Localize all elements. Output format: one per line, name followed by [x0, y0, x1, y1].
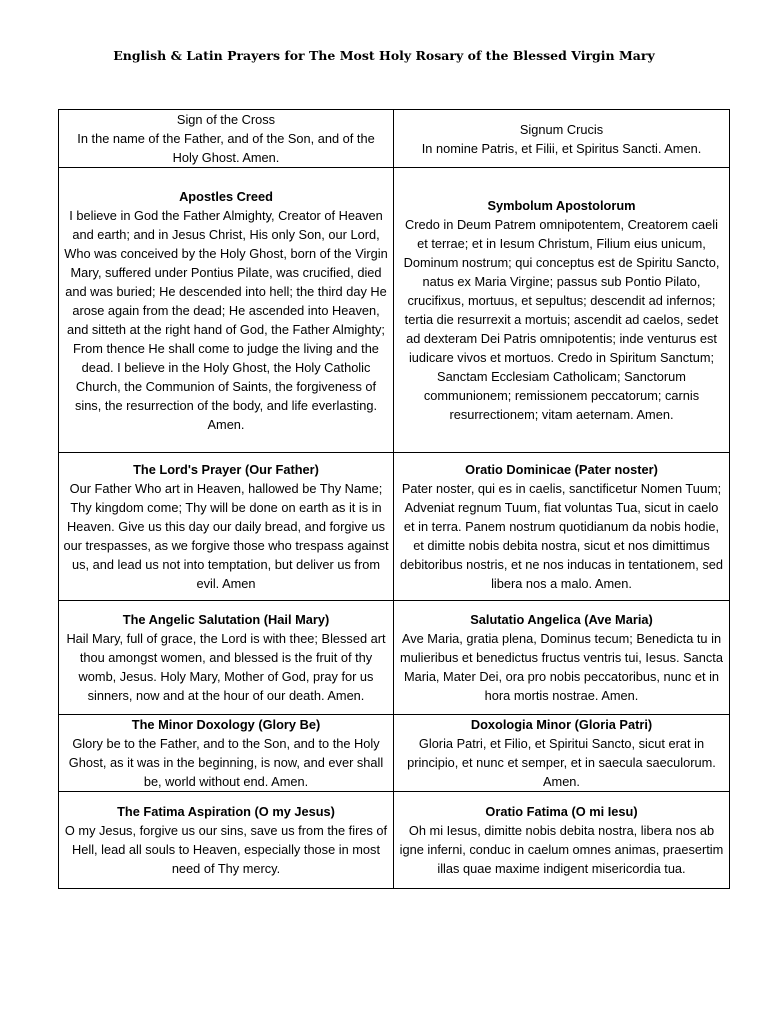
prayer-heading: Doxologia Minor (Gloria Patri): [470, 717, 653, 732]
table-row: [59, 601, 730, 715]
prayer-text: Glory be to the Father, and to the Son, and to the Holy Ghost, as it was in the beginning, is now, and ever shall be, world without end. Amen.: [68, 736, 384, 789]
prayer-text: Credo in Deum Patrem omnipotentem, Creatorem caeli et terrae; et in Iesum Christum, Filium eius unicum, Dominum nostrum; qui conceptus est de Spiritu Sancto, natus ex Maria Virgine; passus sub Pontio Pilato, crucifixus, mortuus, et sepultus; descendit ad infernos; tertia die resurrexit a mortuis; ascendit ad caelos, sedet ad dexteram Dei Patris omnipotentis; inde venturus est iudicare vivos et mortuos. Credo in Spiritum Sanctum; Sanctam Ecclesiam Catholicam; Sanctorum communionem; remissionem peccatorum; carnis resurrectionem; vitam aeternam. Amen.: [403, 217, 720, 422]
latin-cell: [394, 110, 730, 168]
english-cell: [59, 715, 394, 792]
table-row: [59, 715, 730, 792]
english-cell: [59, 601, 394, 715]
prayer-heading: The Angelic Salutation (Hail Mary): [122, 612, 330, 627]
prayer-heading: Apostles Creed: [179, 188, 273, 204]
table-row: [59, 453, 730, 601]
prayer-text: Our Father Who art in Heaven, hallowed be Thy Name; Thy kingdom come; Thy will be done on earth as it is in Heaven. Give us this day our daily bread, and forgive us our trespasses, as we forgive those who trespass against us, and lead us not into temptation, but deliver us from evil. Amen: [63, 481, 389, 591]
english-cell: [59, 792, 394, 889]
prayer-text: Oh mi Iesus, dimitte nobis debita nostra, libera nos ab igne inferni, conduc in caelum omnes animas, praesertim illas quae maxime indigent misericordia tua.: [399, 823, 724, 876]
prayer-text: Hail Mary, full of grace, the Lord is with thee; Blessed art thou amongst women, and blessed is the fruit of thy womb, Jesus. Holy Mary, Mother of God, pray for us sinners, now and at the hour of our death. Amen.: [66, 631, 386, 703]
latin-cell: [394, 715, 730, 792]
prayer-heading: The Minor Doxology (Glory Be): [131, 717, 321, 732]
latin-cell: [394, 601, 730, 715]
prayer-text: Ave Maria, gratia plena, Dominus tecum; Benedicta tu in mulieribus et benedictus fructus ventris tui, Iesus. Sancta Maria, Mater Dei, ora pro nobis peccatoribus, nunc et in hora mortis nostrae. Amen.: [400, 631, 723, 703]
prayer-heading: Oratio Dominicae (Pater noster): [465, 462, 658, 477]
prayers-table: [58, 109, 730, 889]
prayer-text: I believe in God the Father Almighty, Creator of Heaven and earth; and in Jesus Christ, His only Son, our Lord, Who was conceived by the Holy Ghost, born of the Virgin Mary, suffered under Pontius Pilate, was crucified, died and was buried; He descended into hell; the third day He arose again from the dead; He ascended into Heaven, and sitteth at the right hand of God, the Father Almighty; From thence He shall come to judge the living and the dead. I believe in the Holy Ghost, the Holy Catholic Church, the Communion of Saints, the forgiveness of sins, the resurrection of the body, and life everlasting. Amen.: [64, 207, 388, 432]
prayer-text: In nomine Patris, et Filii, et Spiritus Sancti. Amen.: [421, 140, 702, 156]
prayer-heading: The Lord's Prayer (Our Father): [133, 462, 319, 477]
prayer-heading: Salutatio Angelica (Ave Maria): [470, 612, 653, 627]
prayer-heading: The Fatima Aspiration (O my Jesus): [117, 804, 335, 819]
prayer-text: Gloria Patri, et Filio, et Spiritui Sancto, sicut erat in principio, et nunc et semper, et in saecula saeculorum. Amen.: [407, 736, 716, 789]
english-cell: [59, 168, 394, 453]
english-cell: [59, 453, 394, 601]
table-row: [59, 168, 730, 453]
latin-cell: [394, 792, 730, 889]
english-cell: [59, 110, 394, 168]
prayer-heading: Sign of the Cross: [176, 112, 276, 127]
prayer-heading: Signum Crucis: [519, 121, 604, 137]
prayer-text: O my Jesus, forgive us our sins, save us from the fires of Hell, lead all souls to Heaven, especially those in most need of Thy mercy.: [64, 823, 388, 876]
prayer-heading: Oratio Fatima (O mi Iesu): [485, 804, 638, 819]
table-row: [59, 792, 730, 889]
prayer-text: Pater noster, qui es in caelis, sanctificetur Nomen Tuum; Adveniat regnum Tuum, fiat voluntas Tua, sicut in caelo et in terra. Panem nostrum quotidianum da nobis hodie, et dimitte nobis debita nostra, sicut et nos dimittimus debitoribus nostris, et ne nos inducas in tentationem, sed libera nos a malo. Amen.: [400, 481, 723, 591]
prayer-text: In the name of the Father, and of the Son, and of the Holy Ghost. Amen.: [77, 131, 375, 165]
table-row: [59, 110, 730, 168]
latin-cell: [394, 168, 730, 453]
prayer-heading: Symbolum Apostolorum: [487, 198, 636, 213]
page-title: English & Latin Prayers for The Most Holy Rosary of the Blessed Virgin Mary: [113, 48, 655, 63]
latin-cell: [394, 453, 730, 601]
